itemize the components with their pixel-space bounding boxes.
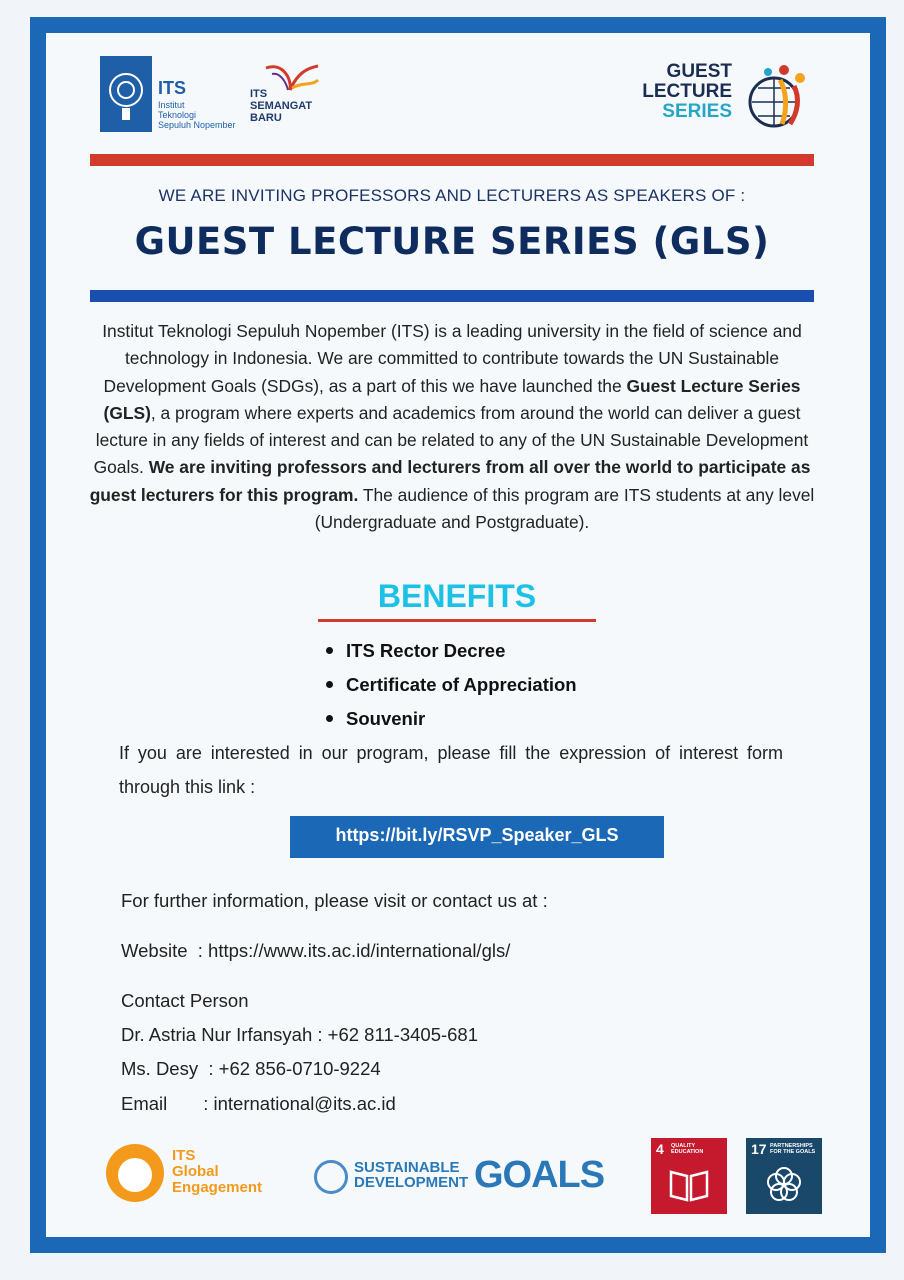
benefit-label: Souvenir [346, 708, 426, 729]
un-emblem-icon [314, 1160, 348, 1194]
gls-logo-line1: GUEST [666, 61, 732, 82]
intro-paragraph [86, 318, 818, 536]
book-icon [669, 1164, 709, 1204]
contact-intro: For further information, please visit or contact us at : [121, 890, 548, 911]
its-semangat-baru-logo [248, 60, 328, 134]
gls-logo-text [642, 62, 732, 122]
sdg-logo-subtitle: SUSTAINABLE DEVELOPMENT [354, 1159, 469, 1191]
tile4-label: QUALITY EDUCATION [671, 1143, 704, 1155]
bullet-icon [326, 681, 333, 688]
gls-logo-line2: LECTURE [642, 81, 732, 102]
ge-logo-text: ITS Global Engagement [172, 1147, 263, 1196]
sdg-logo [314, 1152, 614, 1202]
sdg-logo-goals: GOALS [474, 1154, 605, 1196]
gls-logo-line3: SERIES [662, 101, 732, 122]
intro-part1: Institut Teknologi Sepuluh Nopember (ITS) is a leading university in the field of science and technology in Indonesia. We are committed to contribute towards the UN Sustainable Development Goals (SDGs), as a part of this we have launched the [102, 321, 802, 396]
its-logo-name: ITS [158, 78, 187, 98]
contact-person-1: Dr. Astria Nur Irfansyah : +62 811-3405-681 [121, 1024, 479, 1045]
intro-bold1: Guest Lecture Series (GLS) [103, 375, 801, 423]
list-item [326, 638, 577, 672]
tile4-number: 4 [656, 1141, 664, 1157]
rsvp-link-button[interactable]: https://bit.ly/RSVP_Speaker_GLS [290, 816, 664, 858]
tile17-number: 17 [751, 1141, 767, 1157]
website-line[interactable]: Website : https://www.its.ac.id/international/gls/ [121, 940, 511, 961]
its-logo-subtitle: Institut Teknologi Sepuluh Nopember [158, 100, 236, 130]
email-line[interactable]: Email : international@its.ac.id [121, 1093, 396, 1114]
rings-icon [764, 1164, 804, 1204]
invite-line: WE ARE INVITING PROFESSORS AND LECTURERS AS SPEAKERS OF : [158, 186, 746, 205]
blue-divider [90, 290, 814, 302]
intro-bold2: We are inviting professors and lecturers from all over the world to participate as guest lecturers for this program. [89, 457, 811, 505]
semangat-logo-text: ITS SEMANGAT BARU [250, 88, 313, 124]
sdg-17-tile [746, 1138, 822, 1214]
guest-lecture-series-logo [642, 58, 816, 138]
global-engagement-icon [106, 1144, 164, 1202]
list-item [326, 706, 577, 740]
contact-person-label: Contact Person [121, 990, 249, 1011]
interest-text: If you are interested in our program, please fill the expression of interest form through this link : [119, 743, 783, 797]
contact-person-2: Ms. Desy : +62 856-0710-9224 [121, 1058, 381, 1079]
benefits-heading: BENEFITS [318, 578, 596, 622]
its-logo [100, 56, 236, 134]
globe-people-icon [746, 60, 810, 134]
its-emblem-icon [100, 56, 152, 132]
benefit-label: Certificate of Appreciation [346, 674, 577, 695]
intro-part3: The audience of this program are ITS students at any level (Undergraduate and Postgraduate). [314, 484, 815, 533]
bullet-icon [326, 647, 333, 654]
its-global-engagement-logo [106, 1142, 286, 1206]
intro-part2: , a program where experts and academics from around the world can deliver a guest lecture in any fields of interest and can be related to any of the UN Sustainable Development Goals. [93, 402, 809, 478]
tile17-label: PARTNERSHIPS FOR THE GOALS [770, 1143, 816, 1155]
benefit-label: ITS Rector Decree [346, 640, 506, 661]
red-divider [90, 154, 814, 166]
page-title: GUEST LECTURE SERIES (GLS) [134, 220, 770, 263]
sdg-4-tile [651, 1138, 727, 1214]
benefits-list [326, 638, 577, 740]
bullet-icon [326, 715, 333, 722]
list-item [326, 672, 577, 706]
